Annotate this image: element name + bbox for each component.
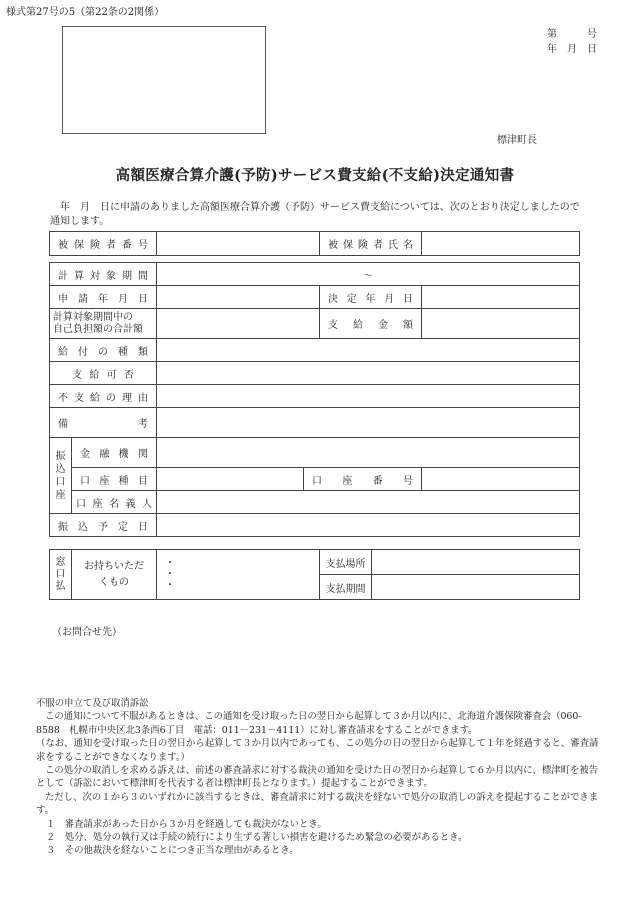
document-date: 年 月 日	[547, 44, 597, 55]
address-box	[62, 26, 266, 134]
payment-period-label: 支払期間	[320, 575, 372, 600]
window-payment-table	[49, 549, 580, 600]
reason-label: 不支給の理由	[50, 385, 157, 408]
bank-field	[157, 438, 580, 468]
issuer-name: 標津町長	[497, 135, 537, 146]
account-holder-label: 口座名義人	[72, 491, 157, 514]
appeal-paragraph: この通知について不服があるときは、この通知を受け取った日の翌日から起算して３か月以内に、北海道介護保険審査会（060-8588 札幌市中央区北3条西6丁目 電話：011－231－4111）に対し審査請求をすることができます。	[36, 711, 582, 736]
page-title: 高額医療合算介護(予防)サービス費支給(不支給)決定通知書	[115, 167, 515, 184]
contact-label: （お問合せ先）	[52, 627, 122, 638]
account-type-label: 口座種目	[72, 468, 157, 491]
decision-date-label: 決定年月日	[320, 286, 422, 309]
reason-field	[157, 385, 580, 408]
calc-period-field: ～	[157, 263, 580, 286]
payment-place-label: 支払場所	[320, 550, 372, 575]
appeal-list-item: １ 審査請求があった日から３か月を経過しても裁決がないとき。	[46, 818, 327, 830]
appeal-list-item: ３ その他裁決を経ないことにつき正当な理由があるとき。	[46, 845, 299, 857]
transfer-date-label: 振込予定日	[50, 514, 157, 537]
appeal-paragraph: この処分の取消しを求める訴えは、前述の審査請求に対する裁決の通知を受けた日の翌日から起算して６か月以内に、標津町を被告として（訴訟において標津町を代表する者は標津町長となります。）提起することができます。	[36, 765, 599, 790]
benefit-type-label: 給付の種類	[50, 339, 157, 362]
insured-name-field	[422, 232, 580, 256]
appeal-list-item: ２ 処分、処分の執行又は手続の続行により生ずる著しい損害を避けるため緊急の必要があるとき。	[46, 832, 468, 844]
decision-table	[49, 262, 580, 537]
insured-number-label: 被保険者番号	[50, 232, 157, 256]
account-holder-field	[157, 491, 580, 514]
insured-name-label: 被保険者氏名	[320, 232, 422, 256]
account-number-label: 口座番号	[304, 468, 422, 491]
application-date-field	[157, 286, 320, 309]
calc-period-label: 計算対象期間	[50, 263, 157, 286]
form-number: 様式第27号の5（第22条の2関係）	[6, 7, 165, 18]
account-number-field	[422, 468, 580, 491]
eligibility-field	[157, 362, 580, 385]
copay-total-field	[157, 309, 320, 339]
benefit-type-field	[157, 339, 580, 362]
account-type-field	[157, 468, 304, 491]
payment-amount-label: 支給金額	[320, 309, 422, 339]
application-date-label: 申請年月日	[50, 286, 157, 309]
list-bullet: ・	[165, 558, 175, 569]
insured-table	[49, 231, 580, 256]
eligibility-label: 支給可否	[50, 362, 157, 385]
list-bullet: ・	[165, 580, 175, 591]
appeal-notice	[36, 697, 602, 858]
remarks-field	[157, 408, 580, 438]
insured-number-field	[157, 232, 320, 256]
appeal-paragraph: ただし、次の１から３のいずれかに該当するときは、審査請求に対する裁決を経ないで処分の取消しの訴えを提起することができます。	[36, 791, 599, 817]
list-bullet: ・	[165, 569, 175, 580]
window-payment-label: 窓口払	[50, 550, 72, 600]
payment-period-field	[372, 575, 580, 600]
transfer-account-label: 振込口座	[50, 438, 72, 514]
appeal-paragraph: （なお、通知を受け取った日の翌日から起算して３か月以内であっても、この処分の日の翌日から起算して１年を経過すると、審査請求をすることができなくなります。）	[36, 738, 599, 763]
payment-place-field	[372, 550, 580, 575]
remarks-label: 備考	[50, 408, 157, 438]
payment-amount-field	[422, 309, 580, 339]
items-to-bring-list	[157, 550, 320, 600]
document-number: 第 号	[547, 29, 597, 40]
decision-date-field	[422, 286, 580, 309]
intro-text: 年 月 日に申請のありました高額医療合算介護（予防）サービス費支給については、次のとおり決定しましたので通知します。	[50, 202, 580, 227]
items-to-bring-label: お持ちいただ くもの	[72, 550, 157, 600]
appeal-heading: 不服の申立て及び取消訴訟	[36, 698, 149, 709]
bank-label: 金融機関	[72, 438, 157, 468]
transfer-date-field	[157, 514, 580, 537]
copay-total-label: 計算対象期間中の 自己負担額の合計額	[50, 309, 157, 339]
